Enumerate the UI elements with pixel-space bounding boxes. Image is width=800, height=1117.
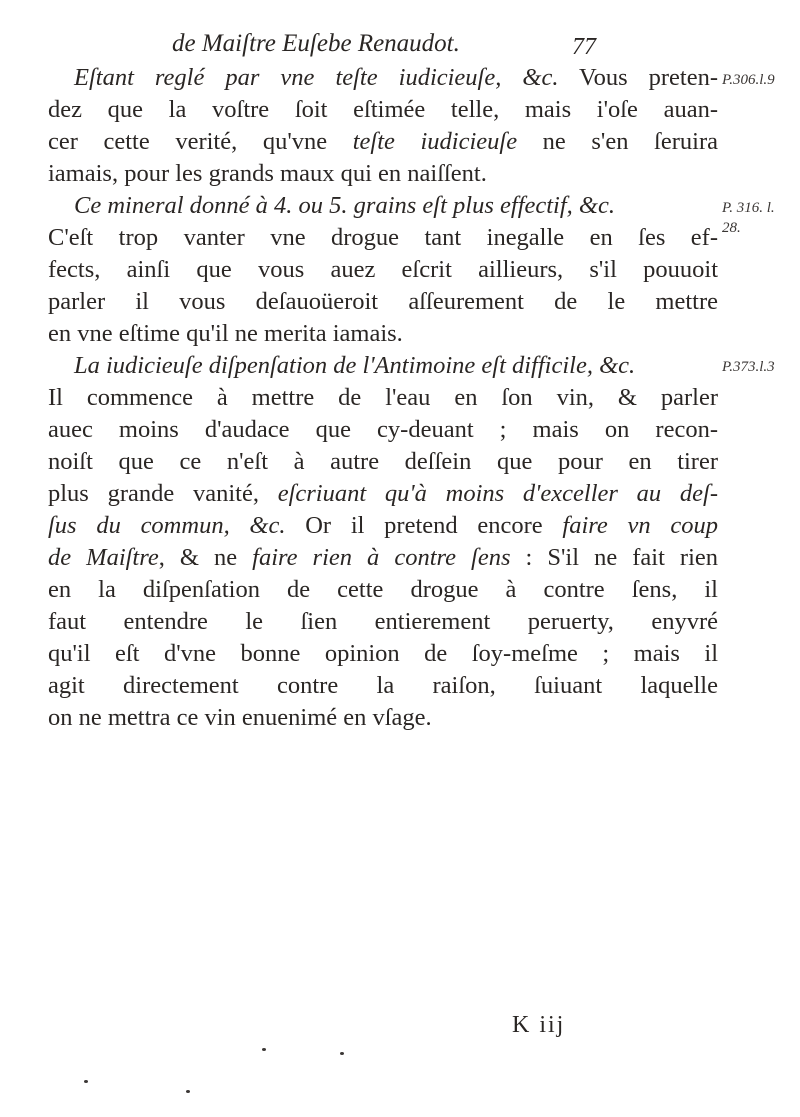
text-line-4: iamais, pour les grands maux qui en naiſſent. <box>48 160 487 187</box>
quoted-phrase: Eſtant reglé par vne teſte iudicieuſe, &c. <box>74 64 559 91</box>
line-text: Vous preten- <box>558 64 718 91</box>
quoted-phrase: faire vn coup <box>562 512 718 539</box>
text-line-16 <box>48 542 718 574</box>
text-line-6: C'eſt trop vanter vne drogue tant inegalle en ſes ef- <box>48 224 718 251</box>
line-text: Or il pretend encore <box>285 512 563 539</box>
margin-reference: P. 316. l. <box>722 200 775 216</box>
line-text: cer cette verité, qu'vne <box>48 128 353 155</box>
margin-reference: P.306.l.9 <box>722 72 775 88</box>
text-line-14 <box>48 478 718 510</box>
line-text: ne s'en ſeruira <box>517 128 718 155</box>
line-text: plus grande vanité, <box>48 480 278 507</box>
text-line-17: en la diſpenſation de cette drogue à contre ſens, il <box>48 576 718 603</box>
quoted-phrase: teſte iudicieuſe <box>352 128 518 155</box>
ink-speck <box>340 1052 344 1055</box>
signature-mark: K iij <box>512 1012 566 1038</box>
text-line-10: La iudicieuſe diſpenſation de l'Antimoine eſt difficile, &c. <box>74 352 636 379</box>
line-text: , & ne <box>158 544 253 571</box>
text-line-9: en vne eſtime qu'il ne merita iamais. <box>48 320 403 347</box>
ink-speck <box>186 1090 190 1093</box>
line-text: : S'il ne fait rien <box>510 544 718 571</box>
quoted-phrase: faire rien à contre ſens <box>252 544 511 571</box>
quoted-phrase: ſus du commun, &c. <box>48 512 286 539</box>
text-line-13: noiſt que ce n'eſt à autre deſſein que pour en tirer <box>48 448 718 475</box>
text-line-2: dez que la voſtre ſoit eſtimée telle, mais i'oſe auan- <box>48 96 718 123</box>
text-line-12: auec moins d'audace que cy-deuant ; mais on recon- <box>48 416 718 443</box>
quoted-phrase: de Maiſtre <box>48 544 159 571</box>
margin-reference: P.373.l.3 <box>722 359 775 375</box>
text-line-21: on ne mettra ce vin enuenimé en vſage. <box>48 704 432 731</box>
text-line-19: qu'il eſt d'vne bonne opinion de ſoy-meſme ; mais il <box>48 640 718 667</box>
body-text <box>48 62 718 734</box>
quoted-phrase: eſcriuant qu'à moins d'exceller au deſ- <box>277 480 718 507</box>
text-line-8: parler il vous deſauoüeroit aſſeurement de le mettre <box>48 288 718 315</box>
text-line-3 <box>48 126 718 158</box>
margin-reference: 28. <box>722 220 741 236</box>
text-line-7: fects, ainſi que vous auez eſcrit aillieurs, s'il pouuoit <box>48 256 718 283</box>
text-line-18: faut entendre le ſien entierement peruerty, enyvré <box>48 608 718 635</box>
running-title: de Maiſtre Euſebe Renaudot. <box>172 30 460 57</box>
ink-speck <box>84 1080 88 1083</box>
page-number: 77 <box>572 34 596 60</box>
ink-speck <box>262 1048 266 1051</box>
text-line-11: Il commence à mettre de l'eau en ſon vin, & parler <box>48 384 718 411</box>
text-line-1 <box>48 62 718 94</box>
text-line-15 <box>48 510 718 542</box>
text-line-5: Ce mineral donné à 4. ou 5. grains eſt plus effectif, &c. <box>74 192 615 219</box>
text-line-20: agit directement contre la raiſon, ſuiuant laquelle <box>48 672 718 699</box>
